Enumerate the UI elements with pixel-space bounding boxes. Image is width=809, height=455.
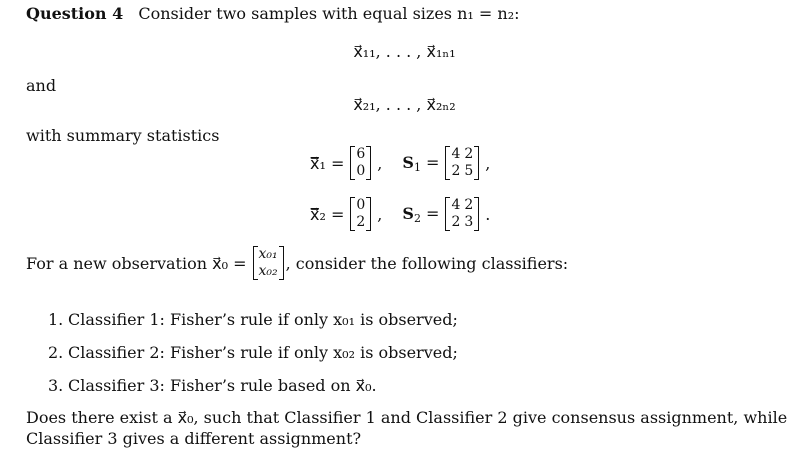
stats-row-1 [310,146,490,180]
question-heading [26,4,520,23]
comma: , [485,153,491,173]
matrix-cell: 2 [464,146,474,162]
list-item: 2. Classifier 2: Fisher’s rule if only x₀₂ is observed; [48,343,458,362]
s1-label: $S_1$ = [402,152,440,174]
matrix-cell: 0 [356,163,366,179]
xbar2-vector [350,197,371,231]
x0-vector [253,246,284,280]
matrix-cell: 4 [451,197,461,213]
xbar2-label: x̅⃗₂ = [310,204,345,224]
question-label: Question 4 [26,4,124,23]
sample2-equation: x⃗₂₁, . . . , x⃗₂ₙ₂ [353,95,456,114]
s2-label: $S_2$ = [402,203,440,225]
closing-question: Does there exist a x⃗₀, such that Classifier 1 and Classifier 2 give consensus assignment, while Classifier 3 gives a different assignment? [26,408,788,448]
s2-matrix [445,197,479,231]
matrix-cell: 2 [451,214,461,230]
matrix-cell: 2 [356,214,366,230]
new-observation-line [26,246,568,280]
xbar1-label: x̅⃗₁ = [310,153,345,173]
word-and: and [26,76,57,95]
sample1-equation: x⃗₁₁, . . . , x⃗₁ₙ₁ [353,42,456,61]
comma: , [377,153,383,173]
matrix-cell: 4 [451,146,461,162]
comma: , [377,204,383,224]
matrix-cell: x₀₂ [258,263,278,279]
stats-row-2 [310,197,490,231]
matrix-cell: 0 [356,197,366,213]
matrix-cell: 6 [356,146,366,162]
matrix-cell: x₀₁ [258,246,278,262]
new-observation-lead: For a new observation x⃗₀ = [26,253,247,273]
matrix-cell: 2 [464,197,474,213]
matrix-cell: 5 [464,163,474,179]
period: . [485,204,491,224]
list-item: 3. Classifier 3: Fisher’s rule based on x⃗₀. [48,376,377,395]
matrix-cell: 2 [451,163,461,179]
summary-statistics-label: with summary statistics [26,126,220,145]
matrix-cell: 3 [464,214,474,230]
question-intro: Consider two samples with equal sizes n₁ = n₂: [138,4,520,23]
s1-matrix [445,146,479,180]
list-item: 1. Classifier 1: Fisher’s rule if only x₀₁ is observed; [48,310,458,329]
xbar1-vector [350,146,371,180]
new-observation-tail: , consider the following classifiers: [285,253,569,273]
